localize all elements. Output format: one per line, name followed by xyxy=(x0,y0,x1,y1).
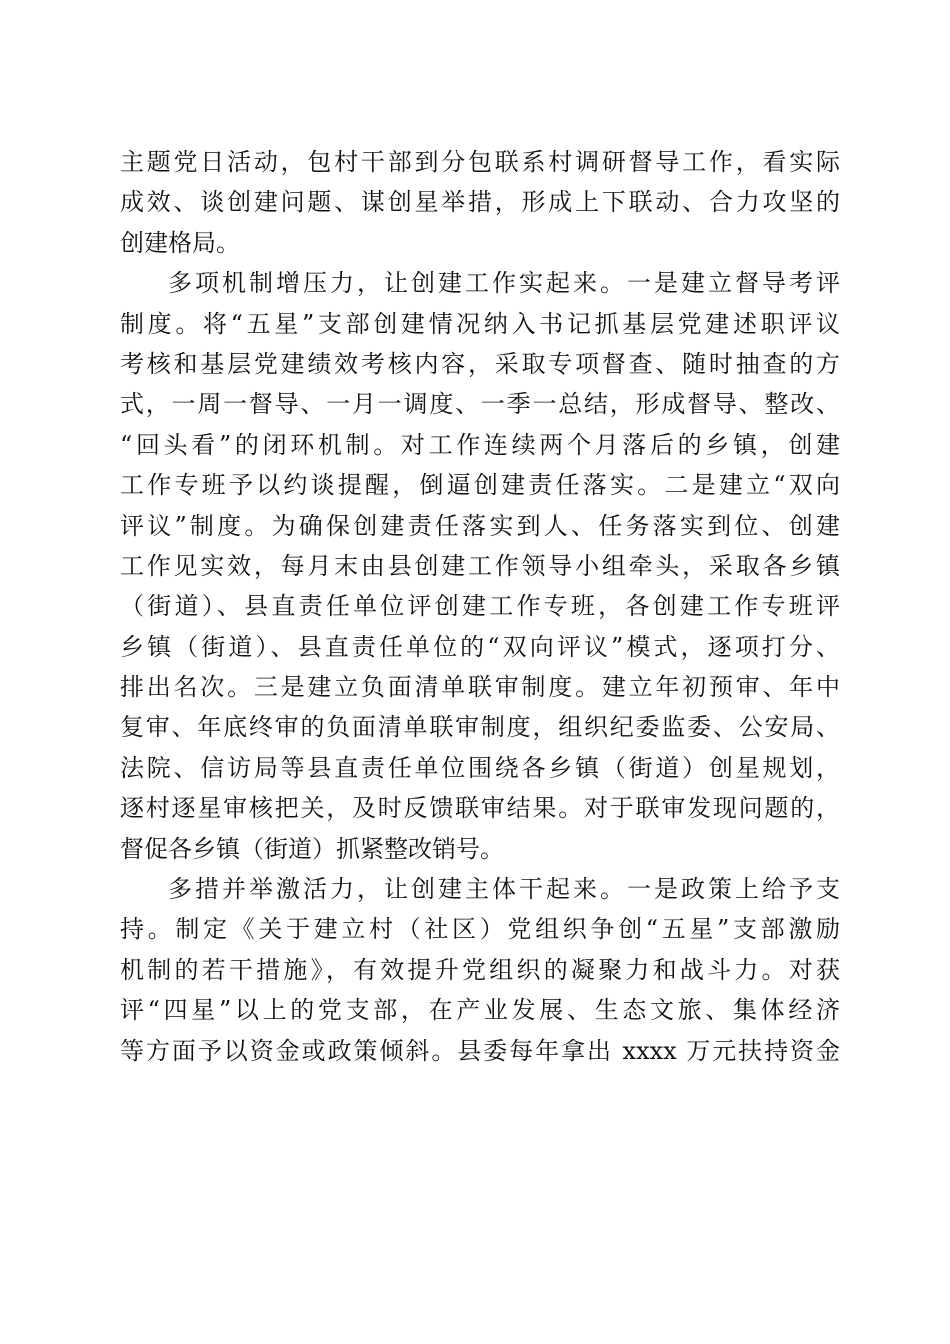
paragraph-first-line: 多项机制增压力，让创建工作实起来。一是建立督导考评 xyxy=(168,269,840,298)
text-line: 考核和基层党建绩效考核内容，采取专项督查、随时抽查的方 xyxy=(120,349,840,378)
text-line: 工作见实效，每月末由县创建工作领导小组牵头，采取各乡镇 xyxy=(120,551,840,580)
text-line: 督促各乡镇（街道）抓紧整改销号。 xyxy=(120,834,504,863)
text-line: 排出名次。三是建立负面清单联审制度。建立年初预审、年中 xyxy=(120,673,840,702)
text-line: 主题党日活动，包村干部到分包联系村调研督导工作，看实际 xyxy=(120,148,840,176)
text-line: “回头看”的闭环机制。对工作连续两个月落后的乡镇，创建 xyxy=(120,430,840,459)
text-line: （街道）、县直责任单位评创建工作专班，各创建工作专班评 xyxy=(120,592,840,621)
text-line: 成效、谈创建问题、谋创星举措，形成上下联动、合力攻坚的 xyxy=(120,188,840,217)
text-line: 评议”制度。为确保创建责任落实到人、任务落实到位、创建 xyxy=(120,511,840,540)
text-line: 式，一周一督导、一月一调度、一季一总结，形成督导、整改、 xyxy=(120,390,840,419)
text-line: 制度。将“五星”支部创建情况纳入书记抓基层党建述职评议 xyxy=(120,309,840,338)
text-line: 乡镇（街道）、县直责任单位的“双向评议”模式，逐项打分、 xyxy=(120,632,840,661)
text-line: 机制的若干措施》，有效提升党组织的凝聚力和战斗力。对获 xyxy=(120,955,840,984)
text-line: 持。制定《关于建立村（社区）党组织争创“五星”支部激励 xyxy=(120,915,840,944)
body-text xyxy=(120,142,840,1071)
text-line: 创建格局。 xyxy=(120,228,240,257)
text-line: 法院、信访局等县直责任单位围绕各乡镇（街道）创星规划， xyxy=(120,753,840,782)
text-line: 逐村逐星审核把关，及时反馈联审结果。对于联审发现问题的， xyxy=(120,794,840,823)
text-line: 评“四星”以上的党支部，在产业发展、生态文旅、集体经济 xyxy=(120,996,840,1025)
paragraph-first-line: 多措并举激活力，让创建主体干起来。一是政策上给予支 xyxy=(168,875,840,904)
text-line: 等方面予以资金或政策倾斜。县委每年拿出 xxxx 万元扶持资金 xyxy=(120,1036,840,1065)
text-line: 工作专班予以约谈提醒，倒逼创建责任落实。二是建立“双向 xyxy=(120,471,840,500)
text-line: 复审、年底终审的负面清单联审制度，组织纪委监委、公安局、 xyxy=(120,713,840,742)
